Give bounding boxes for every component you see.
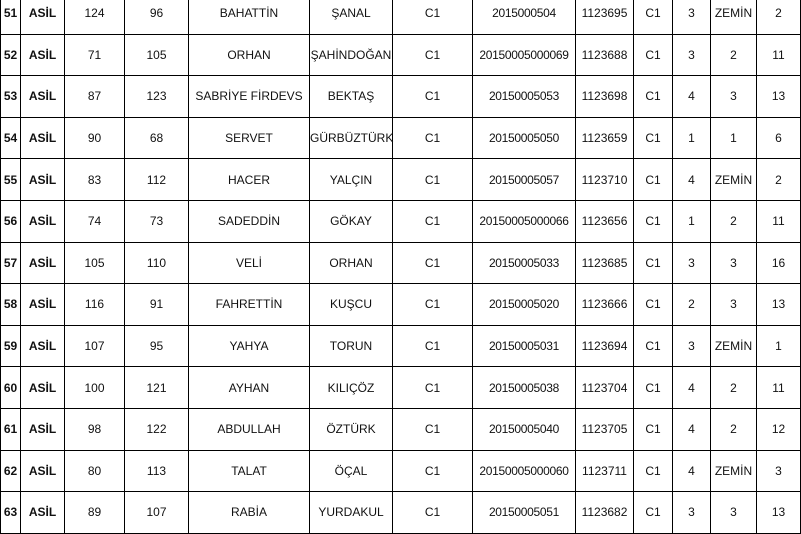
group-cell: C1	[634, 159, 673, 201]
group-cell: C1	[634, 242, 673, 284]
first-name-cell: HACER	[189, 159, 310, 201]
class-cell: C1	[393, 117, 473, 159]
column-11-cell: 3	[673, 242, 711, 284]
class-cell: C1	[393, 325, 473, 367]
value-2-cell: 121	[125, 367, 189, 409]
value-1-cell: 89	[65, 492, 125, 534]
value-2-cell: 91	[125, 284, 189, 326]
column-11-cell: 2	[673, 284, 711, 326]
group-cell: C1	[634, 0, 673, 34]
last-name-cell: ÖÇAL	[310, 450, 393, 492]
value-1-cell: 71	[65, 34, 125, 76]
last-name-cell: YALÇIN	[310, 159, 393, 201]
column-12-cell: 2	[711, 200, 757, 242]
value-1-cell: 83	[65, 159, 125, 201]
column-13-cell: 3	[757, 450, 801, 492]
group-cell: C1	[634, 325, 673, 367]
first-name-cell: BAHATTİN	[189, 0, 310, 34]
value-2-cell: 113	[125, 450, 189, 492]
value-2-cell: 68	[125, 117, 189, 159]
first-name-cell: SADEDDİN	[189, 200, 310, 242]
value-1-cell: 105	[65, 242, 125, 284]
column-13-cell: 6	[757, 117, 801, 159]
table-row	[1, 408, 801, 450]
class-cell: C1	[393, 0, 473, 34]
value-1-cell: 100	[65, 367, 125, 409]
group-cell: C1	[634, 117, 673, 159]
value-2-cell: 95	[125, 325, 189, 367]
table-row	[1, 367, 801, 409]
row-number-cell: 60	[1, 367, 21, 409]
column-12-cell: ZEMİN	[711, 0, 757, 34]
column-13-cell: 2	[757, 159, 801, 201]
value-1-cell: 98	[65, 408, 125, 450]
row-number-cell: 62	[1, 450, 21, 492]
last-name-cell: BEKTAŞ	[310, 76, 393, 118]
id-number-cell: 20150005000066	[473, 200, 576, 242]
last-name-cell: TORUN	[310, 325, 393, 367]
table-body	[1, 0, 801, 533]
last-name-cell: ŞAHİNDOĞAN	[310, 34, 393, 76]
column-11-cell: 3	[673, 0, 711, 34]
class-cell: C1	[393, 34, 473, 76]
first-name-cell: SABRİYE FİRDEVS	[189, 76, 310, 118]
code-cell: 1123685	[576, 242, 634, 284]
code-cell: 1123710	[576, 159, 634, 201]
code-cell: 1123656	[576, 200, 634, 242]
class-cell: C1	[393, 76, 473, 118]
column-12-cell: ZEMİN	[711, 159, 757, 201]
table-row	[1, 0, 801, 34]
column-11-cell: 4	[673, 367, 711, 409]
column-13-cell: 13	[757, 76, 801, 118]
table-row	[1, 159, 801, 201]
first-name-cell: FAHRETTİN	[189, 284, 310, 326]
column-13-cell: 12	[757, 408, 801, 450]
last-name-cell: ŞANAL	[310, 0, 393, 34]
row-number-cell: 55	[1, 159, 21, 201]
value-1-cell: 90	[65, 117, 125, 159]
last-name-cell: GÜRBÜZTÜRK	[310, 117, 393, 159]
column-12-cell: 2	[711, 34, 757, 76]
value-2-cell: 107	[125, 492, 189, 534]
code-cell: 1123666	[576, 284, 634, 326]
row-number-cell: 52	[1, 34, 21, 76]
first-name-cell: AYHAN	[189, 367, 310, 409]
group-cell: C1	[634, 450, 673, 492]
first-name-cell: ABDULLAH	[189, 408, 310, 450]
class-cell: C1	[393, 450, 473, 492]
row-number-cell: 51	[1, 0, 21, 34]
column-11-cell: 1	[673, 200, 711, 242]
column-11-cell: 1	[673, 117, 711, 159]
column-11-cell: 4	[673, 159, 711, 201]
status-cell: ASİL	[21, 284, 65, 326]
column-12-cell: ZEMİN	[711, 450, 757, 492]
status-cell: ASİL	[21, 450, 65, 492]
class-cell: C1	[393, 159, 473, 201]
value-2-cell: 112	[125, 159, 189, 201]
status-cell: ASİL	[21, 200, 65, 242]
column-11-cell: 4	[673, 76, 711, 118]
id-number-cell: 20150005057	[473, 159, 576, 201]
value-2-cell: 73	[125, 200, 189, 242]
row-number-cell: 54	[1, 117, 21, 159]
table-row	[1, 284, 801, 326]
column-11-cell: 3	[673, 492, 711, 534]
first-name-cell: TALAT	[189, 450, 310, 492]
table-row	[1, 450, 801, 492]
column-12-cell: ZEMİN	[711, 325, 757, 367]
table-row	[1, 34, 801, 76]
status-cell: ASİL	[21, 325, 65, 367]
table-row	[1, 200, 801, 242]
id-number-cell: 20150005051	[473, 492, 576, 534]
row-number-cell: 63	[1, 492, 21, 534]
status-cell: ASİL	[21, 159, 65, 201]
value-2-cell: 123	[125, 76, 189, 118]
column-13-cell: 13	[757, 492, 801, 534]
group-cell: C1	[634, 76, 673, 118]
last-name-cell: ORHAN	[310, 242, 393, 284]
first-name-cell: SERVET	[189, 117, 310, 159]
column-12-cell: 1	[711, 117, 757, 159]
first-name-cell: VELİ	[189, 242, 310, 284]
column-11-cell: 4	[673, 408, 711, 450]
code-cell: 1123682	[576, 492, 634, 534]
id-number-cell: 20150005040	[473, 408, 576, 450]
column-11-cell: 3	[673, 325, 711, 367]
id-number-cell: 2015000504	[473, 0, 576, 34]
status-cell: ASİL	[21, 34, 65, 76]
row-number-cell: 58	[1, 284, 21, 326]
last-name-cell: ÖZTÜRK	[310, 408, 393, 450]
id-number-cell: 20150005000060	[473, 450, 576, 492]
class-cell: C1	[393, 284, 473, 326]
column-12-cell: 3	[711, 76, 757, 118]
class-cell: C1	[393, 492, 473, 534]
id-number-cell: 20150005020	[473, 284, 576, 326]
group-cell: C1	[634, 408, 673, 450]
last-name-cell: KUŞCU	[310, 284, 393, 326]
status-cell: ASİL	[21, 367, 65, 409]
row-number-cell: 56	[1, 200, 21, 242]
column-13-cell: 11	[757, 34, 801, 76]
group-cell: C1	[634, 284, 673, 326]
code-cell: 1123694	[576, 325, 634, 367]
id-number-cell: 20150005050	[473, 117, 576, 159]
last-name-cell: GÖKAY	[310, 200, 393, 242]
column-13-cell: 11	[757, 200, 801, 242]
value-1-cell: 107	[65, 325, 125, 367]
value-1-cell: 74	[65, 200, 125, 242]
row-number-cell: 61	[1, 408, 21, 450]
id-number-cell: 20150005033	[473, 242, 576, 284]
value-1-cell: 116	[65, 284, 125, 326]
code-cell: 1123695	[576, 0, 634, 34]
column-13-cell: 2	[757, 0, 801, 34]
status-cell: ASİL	[21, 117, 65, 159]
column-12-cell: 3	[711, 284, 757, 326]
value-1-cell: 80	[65, 450, 125, 492]
class-cell: C1	[393, 367, 473, 409]
column-13-cell: 11	[757, 367, 801, 409]
group-cell: C1	[634, 492, 673, 534]
value-2-cell: 96	[125, 0, 189, 34]
status-cell: ASİL	[21, 0, 65, 34]
status-cell: ASİL	[21, 408, 65, 450]
group-cell: C1	[634, 34, 673, 76]
column-11-cell: 4	[673, 450, 711, 492]
column-12-cell: 2	[711, 408, 757, 450]
row-number-cell: 57	[1, 242, 21, 284]
group-cell: C1	[634, 200, 673, 242]
status-cell: ASİL	[21, 242, 65, 284]
class-cell: C1	[393, 200, 473, 242]
status-cell: ASİL	[21, 76, 65, 118]
column-11-cell: 3	[673, 34, 711, 76]
status-cell: ASİL	[21, 492, 65, 534]
first-name-cell: RABİA	[189, 492, 310, 534]
value-2-cell: 122	[125, 408, 189, 450]
first-name-cell: YAHYA	[189, 325, 310, 367]
class-cell: C1	[393, 242, 473, 284]
value-1-cell: 124	[65, 0, 125, 34]
value-2-cell: 110	[125, 242, 189, 284]
row-number-cell: 53	[1, 76, 21, 118]
code-cell: 1123704	[576, 367, 634, 409]
column-12-cell: 3	[711, 242, 757, 284]
class-cell: C1	[393, 408, 473, 450]
value-1-cell: 87	[65, 76, 125, 118]
code-cell: 1123711	[576, 450, 634, 492]
table-row	[1, 76, 801, 118]
column-13-cell: 1	[757, 325, 801, 367]
table-row	[1, 325, 801, 367]
column-12-cell: 3	[711, 492, 757, 534]
id-number-cell: 20150005031	[473, 325, 576, 367]
code-cell: 1123698	[576, 76, 634, 118]
column-13-cell: 13	[757, 284, 801, 326]
row-number-cell: 59	[1, 325, 21, 367]
code-cell: 1123705	[576, 408, 634, 450]
id-number-cell: 20150005000069	[473, 34, 576, 76]
id-number-cell: 20150005053	[473, 76, 576, 118]
id-number-cell: 20150005038	[473, 367, 576, 409]
first-name-cell: ORHAN	[189, 34, 310, 76]
column-12-cell: 2	[711, 367, 757, 409]
code-cell: 1123688	[576, 34, 634, 76]
value-2-cell: 105	[125, 34, 189, 76]
column-13-cell: 16	[757, 242, 801, 284]
table-row	[1, 242, 801, 284]
last-name-cell: KILIÇÖZ	[310, 367, 393, 409]
table-row	[1, 492, 801, 534]
last-name-cell: YURDAKUL	[310, 492, 393, 534]
group-cell: C1	[634, 367, 673, 409]
table-row	[1, 117, 801, 159]
code-cell: 1123659	[576, 117, 634, 159]
